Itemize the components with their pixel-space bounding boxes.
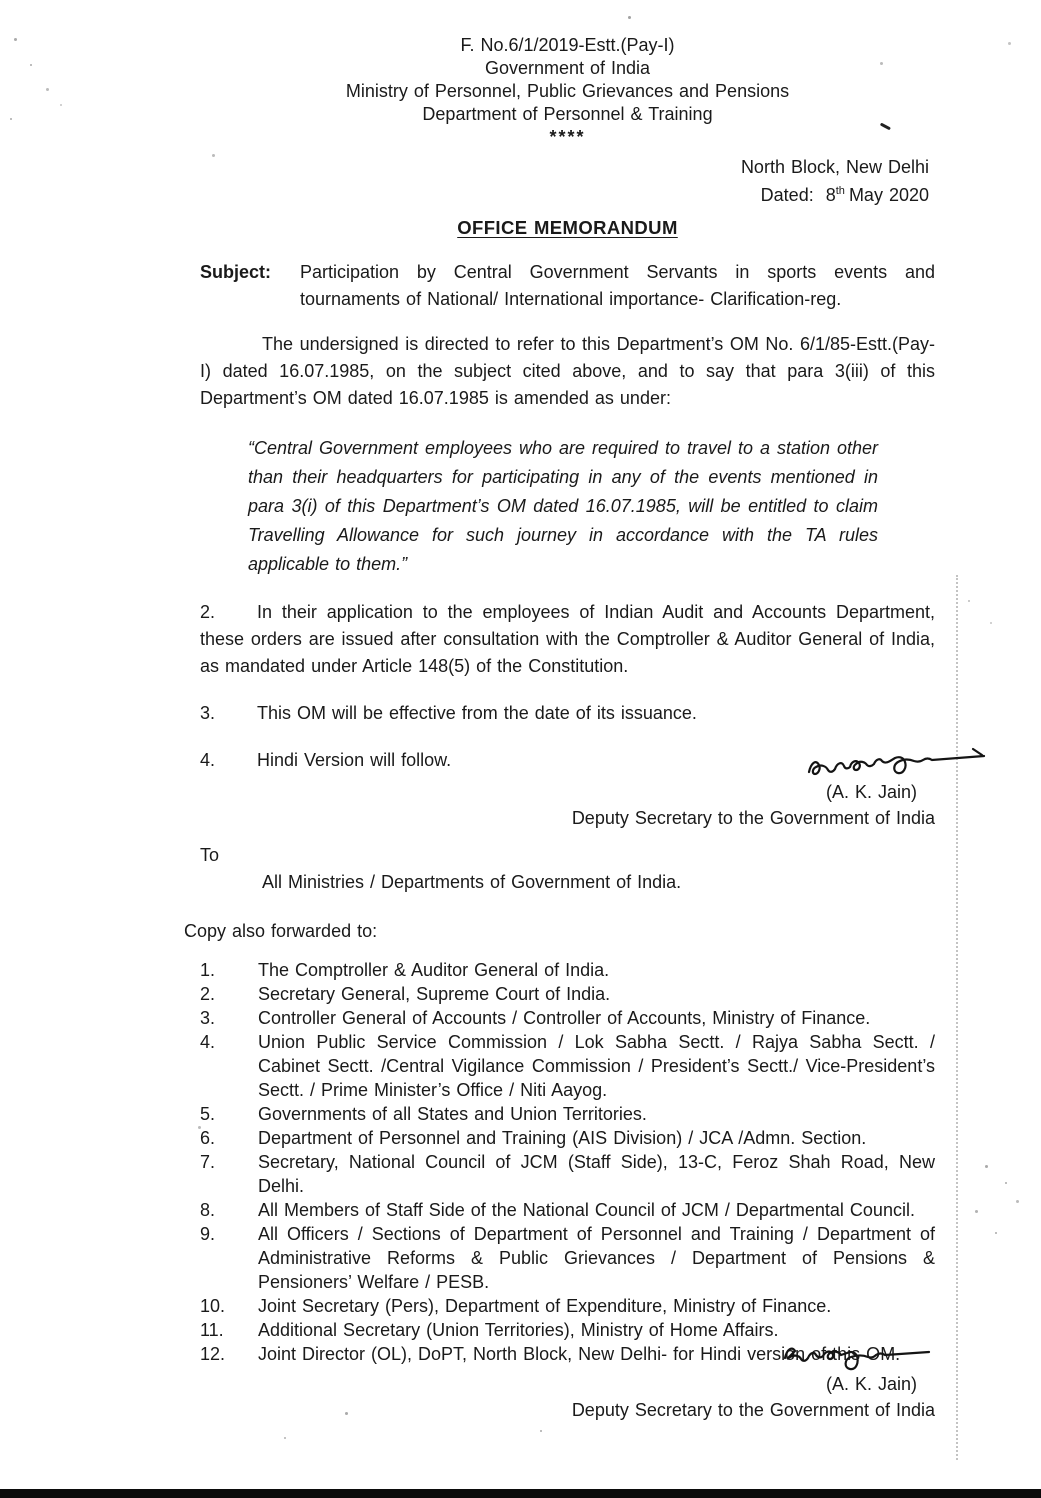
place-line: North Block, New Delhi [740,157,929,177]
subject-block [200,259,935,313]
list-item-text: Joint Secretary (Pers), Department of Expenditure, Ministry of Finance. [258,1296,832,1316]
list-item-text: Secretary General, Supreme Court of India. [258,984,611,1004]
date-day: 8 [825,185,836,205]
list-item-number: 2. [200,984,216,1004]
place-date-block [200,155,935,207]
list-item [200,958,935,982]
list-item [200,1198,935,1222]
org-line-government: Government of India [484,58,651,78]
copy-forwarded-heading: Copy also forwarded to: [184,921,378,941]
list-item-number: 7. [200,1152,216,1172]
list-item [200,1030,935,1102]
paragraph-3-number: 3. [200,703,216,723]
list-item-number: 10. [200,1296,226,1316]
list-item-number: 4. [200,1032,216,1052]
scan-dotted-line [956,575,958,1460]
paragraph-4-text: Hindi Version will follow. [257,750,452,770]
list-item-text: All Members of Staff Side of the National Council of JCM / Departmental Council. [258,1200,915,1220]
paragraph-2-number: 2. [200,602,216,622]
list-item-text: Union Public Service Commission / Lok Sabha Sectt. / Rajya Sabha Sectt. / Cabinet Sectt. /Central Vigilance Commission / President’s Sectt./ Vice-President’s Sectt. / Prime Minister’s Office / Niti Aayog. [258,1032,935,1100]
org-line-ministry: Ministry of Personnel, Public Grievances and Pensions [345,81,790,101]
to-label: To [200,845,220,865]
list-item [200,982,935,1006]
list-item [200,1222,935,1294]
intro-paragraph: The undersigned is directed to refer to this Department’s OM No. 6/1/85-Estt.(Pay-I) dated 16.07.1985, on the subject cited above, and to say that para 3(iii) of this Department’s OM dated 16.07.1985 is amended as under: [200,334,935,408]
scan-edge-bar [0,1489,1041,1498]
list-item-text: Controller General of Accounts / Controller of Accounts, Ministry of Finance. [258,1008,871,1028]
list-item [200,1126,935,1150]
date-ordinal: th [835,185,845,197]
list-item-number: 12. [200,1344,226,1364]
list-item [200,1318,935,1342]
list-item-text: Joint Director (OL), DoPT, North Block, New Delhi- for Hindi version of this OM. [258,1344,901,1364]
signatory-designation: Deputy Secretary to the Government of India [571,1400,935,1420]
paragraph-2-text: In their application to the employees of Indian Audit and Accounts Department, these orders are issued after consultation with the Comptroller & Auditor General of India, as mandated under Article 148(5) of the Constitution. [200,602,935,676]
list-item-number: 11. [200,1320,224,1340]
list-item-text: The Comptroller & Auditor General of India. [258,960,610,980]
subject-text: Participation by Central Government Servants in sports events and tournaments of National/ International importance- Clarification-reg. [300,262,935,309]
date-month-year: May 2020 [848,185,929,205]
date-label: Dated: [760,185,814,205]
separator-stars: **** [549,127,586,147]
file-number: F. No.6/1/2019-Estt.(Pay-I) [460,35,675,55]
date-line [200,179,929,207]
amendment-quote: “Central Government employees who are required to travel to a station other than their headquarters for participating in any of the events mentioned in para 3(i) of this Department’s OM dated 16.07.1985, will be entitled to claim Travelling Allowance for such journey in accordance with the TA rules applicable to them.” [248,438,878,574]
signatory-name: (A. K. Jain) [825,782,917,802]
paragraph-4-number: 4. [200,750,216,770]
to-recipient: All Ministries / Departments of Government of India. [262,872,682,892]
paragraph-3-text: This OM will be effective from the date of its issuance. [257,703,697,723]
copy-list [200,958,935,1366]
memo-content [184,34,935,1423]
list-item-number: 5. [200,1104,216,1124]
list-item [200,1006,935,1030]
paragraph-2 [200,599,935,680]
list-item-number: 6. [200,1128,216,1148]
list-item-number: 8. [200,1200,216,1220]
subject-label: Subject: [200,262,272,282]
letterhead [200,34,935,149]
list-item-text: Additional Secretary (Union Territories), Ministry of Home Affairs. [258,1320,779,1340]
list-item [200,1150,935,1198]
list-item-text: Department of Personnel and Training (AIS Division) / JCA /Admn. Section. [258,1128,867,1148]
list-item [200,1294,935,1318]
signatory-designation: Deputy Secretary to the Government of India [571,808,935,828]
list-item-number: 3. [200,1008,216,1028]
list-item-text: Secretary, National Council of JCM (Staff Side), 13-C, Feroz Shah Road, New Delhi. [258,1152,935,1196]
list-item-text: Governments of all States and Union Territories. [258,1104,647,1124]
paragraph-3 [200,700,935,727]
list-item-text: All Officers / Sections of Department of Personnel and Training / Department of Administrative Reforms & Public Grievances / Department of Pensions & Pensioners’ Welfare / PESB. [258,1224,935,1292]
org-line-department: Department of Personnel & Training [422,104,713,124]
list-item-number: 1. [200,960,216,980]
memo-title: OFFICE MEMORANDUM [457,217,678,238]
to-block [200,843,935,896]
signatory-name: (A. K. Jain) [825,1374,917,1394]
list-item [200,1102,935,1126]
list-item-number: 9. [200,1224,216,1244]
